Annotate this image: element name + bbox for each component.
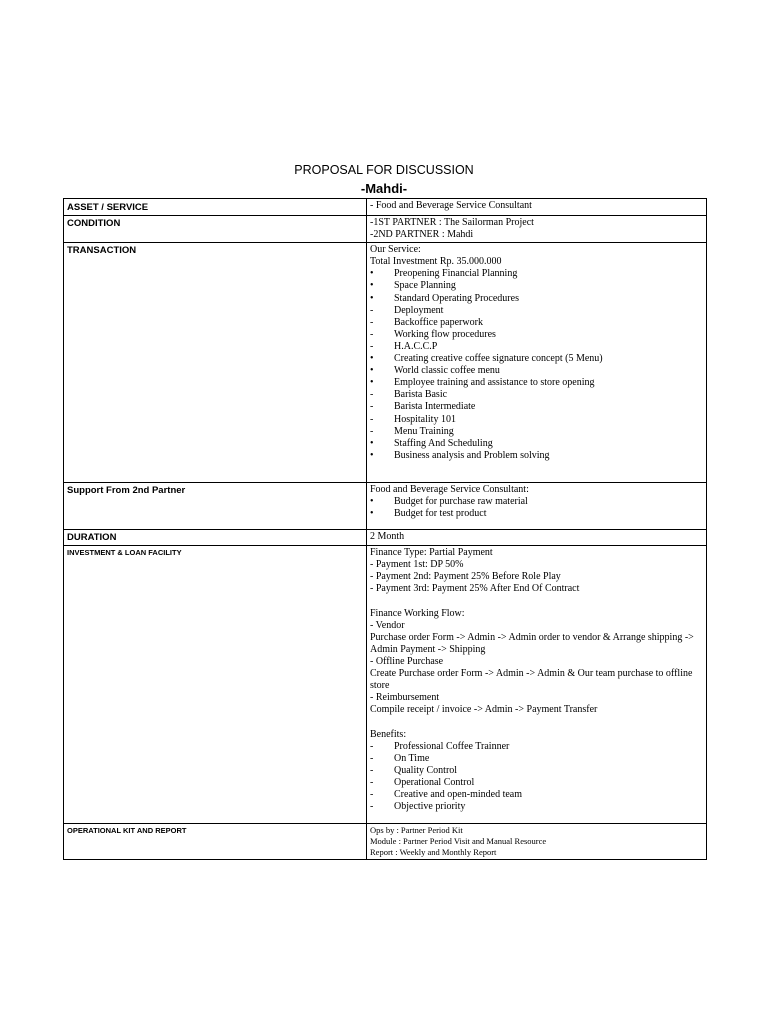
row-label: OPERATIONAL KIT AND REPORT [64, 824, 367, 859]
row-label: DURATION [64, 530, 367, 546]
second-partner-line: -2ND PARTNER : Mahdi [370, 229, 474, 241]
list-item [370, 789, 703, 801]
benefits-title: Benefits: [370, 728, 407, 740]
bullet-marker: • [370, 437, 374, 449]
list-item [370, 353, 703, 365]
module-line: Module : Partner Period Visit and Manual Resource [370, 835, 547, 846]
flow-line: - Vendor [370, 619, 405, 631]
list-item [370, 389, 703, 401]
row-transaction [64, 243, 707, 483]
spacer [370, 596, 703, 608]
list-item-text: Menu Training [394, 425, 454, 437]
list-item [370, 496, 703, 508]
dash-marker: - [370, 776, 374, 788]
list-item [370, 777, 703, 789]
row-asset-service [64, 199, 707, 216]
list-item-text: Professional Coffee Trainner [394, 740, 510, 752]
list-item [370, 438, 703, 450]
dash-marker: - [370, 801, 374, 813]
proposal-table [63, 198, 707, 860]
list-item [370, 329, 703, 341]
dash-marker: - [370, 401, 374, 413]
list-item [370, 293, 703, 305]
row-value [367, 243, 707, 483]
first-partner-line: -1ST PARTNER : The Sailorman Project [370, 217, 534, 228]
list-item-text: Operational Control [394, 776, 475, 788]
bullet-marker: • [370, 449, 374, 461]
list-item-text: Backoffice paperwork [394, 316, 483, 328]
row-condition [64, 216, 707, 243]
total-investment: Total Investment Rp. 35.000.000 [370, 256, 502, 268]
row-label: Support From 2nd Partner [64, 483, 367, 530]
list-item [370, 801, 703, 813]
row-label: ASSET / SERVICE [64, 199, 367, 216]
bullet-marker: • [370, 353, 374, 365]
row-value [367, 483, 707, 530]
dash-marker: - [370, 752, 374, 764]
list-item [370, 450, 703, 462]
row-value: - Food and Beverage Service Consultant [367, 199, 707, 216]
list-item [370, 341, 703, 353]
payment-line: - Payment 1st: DP 50% [370, 559, 464, 571]
dash-marker: - [370, 328, 374, 340]
spacer [370, 717, 703, 729]
support-intro: Food and Beverage Service Consultant: [370, 484, 529, 496]
list-item [370, 401, 703, 413]
dash-marker: - [370, 389, 374, 401]
list-item [370, 741, 703, 753]
list-item [370, 765, 703, 777]
list-item [370, 377, 703, 389]
list-item [370, 305, 703, 317]
list-item-text: H.A.C.C.P [394, 340, 438, 352]
ops-line: Ops by : Partner Period Kit [370, 825, 463, 836]
bullet-marker: • [370, 292, 374, 304]
bullet-marker: • [370, 496, 374, 508]
row-value [367, 546, 707, 824]
list-item [370, 280, 703, 292]
list-item-text: Preopening Financial Planning [394, 268, 518, 280]
list-item-text: Business analysis and Problem solving [394, 449, 550, 461]
list-item-text: Objective priority [394, 801, 466, 813]
list-item-text: Staffing And Scheduling [394, 437, 493, 449]
payment-line: - Payment 2nd: Payment 25% Before Role Play [370, 571, 561, 583]
row-value [367, 216, 707, 243]
report-line: Report : Weekly and Monthly Report [370, 846, 497, 857]
list-item [370, 508, 703, 520]
document-title: PROPOSAL FOR DISCUSSION [294, 163, 474, 177]
document-subtitle: -Mahdi- [360, 181, 408, 196]
row-value: 2 Month [367, 530, 707, 546]
row-duration [64, 530, 707, 546]
list-item-text: Budget for test product [394, 508, 487, 520]
bullet-marker: • [370, 280, 374, 292]
list-item-text: World classic coffee menu [394, 365, 500, 377]
list-item-text: Barista Basic [394, 389, 448, 401]
list-item [370, 268, 703, 280]
list-item [370, 317, 703, 329]
list-item-text: Space Planning [394, 280, 456, 292]
list-item-text: On Time [394, 752, 430, 764]
flow-line: Compile receipt / invoice -> Admin -> Payment Transfer [370, 704, 598, 716]
flow-title: Finance Working Flow: [370, 607, 465, 619]
list-item-text: Quality Control [394, 764, 458, 776]
flow-line: Create Purchase order Form -> Admin -> Admin & Our team purchase to offline store [370, 668, 693, 692]
flow-line: - Offline Purchase [370, 656, 444, 668]
dash-marker: - [370, 740, 374, 752]
dash-marker: - [370, 340, 374, 352]
row-label: CONDITION [64, 216, 367, 243]
list-item-text: Working flow procedures [394, 328, 496, 340]
list-item-text: Creative and open-minded team [394, 789, 523, 801]
dash-marker: - [370, 789, 374, 801]
service-intro: Our Service: [370, 244, 421, 256]
list-item-text: Deployment [394, 304, 444, 316]
dash-marker: - [370, 316, 374, 328]
finance-type: Finance Type: Partial Payment [370, 547, 493, 559]
list-item [370, 753, 703, 765]
dash-marker: - [370, 413, 374, 425]
row-label: TRANSACTION [64, 243, 367, 483]
list-item-text: Standard Operating Procedures [394, 292, 519, 304]
bullet-marker: • [370, 377, 374, 389]
payment-line: - Payment 3rd: Payment 25% After End Of Contract [370, 583, 580, 595]
flow-line: - Reimbursement [370, 692, 440, 704]
list-item-text: Hospitality 101 [394, 413, 456, 425]
dash-marker: - [370, 304, 374, 316]
bullet-marker: • [370, 268, 374, 280]
row-value [367, 824, 707, 859]
flow-line: Purchase order Form -> Admin -> Admin order to vendor & Arrange shipping -> Admin Payment -> Shipping [370, 631, 694, 655]
row-operational-kit [64, 824, 707, 859]
list-item-text: Budget for purchase raw material [394, 496, 528, 508]
bullet-marker: • [370, 508, 374, 520]
row-label: INVESTMENT & LOAN FACILITY [64, 546, 367, 824]
list-item-text: Barista Intermediate [394, 401, 476, 413]
dash-marker: - [370, 425, 374, 437]
dash-marker: - [370, 764, 374, 776]
bullet-marker: • [370, 365, 374, 377]
list-item-text: Creating creative coffee signature concept (5 Menu) [394, 353, 603, 365]
row-investment [64, 546, 707, 824]
list-item [370, 414, 703, 426]
list-item [370, 426, 703, 438]
row-support [64, 483, 707, 530]
list-item-text: Employee training and assistance to store opening [394, 377, 595, 389]
list-item [370, 365, 703, 377]
